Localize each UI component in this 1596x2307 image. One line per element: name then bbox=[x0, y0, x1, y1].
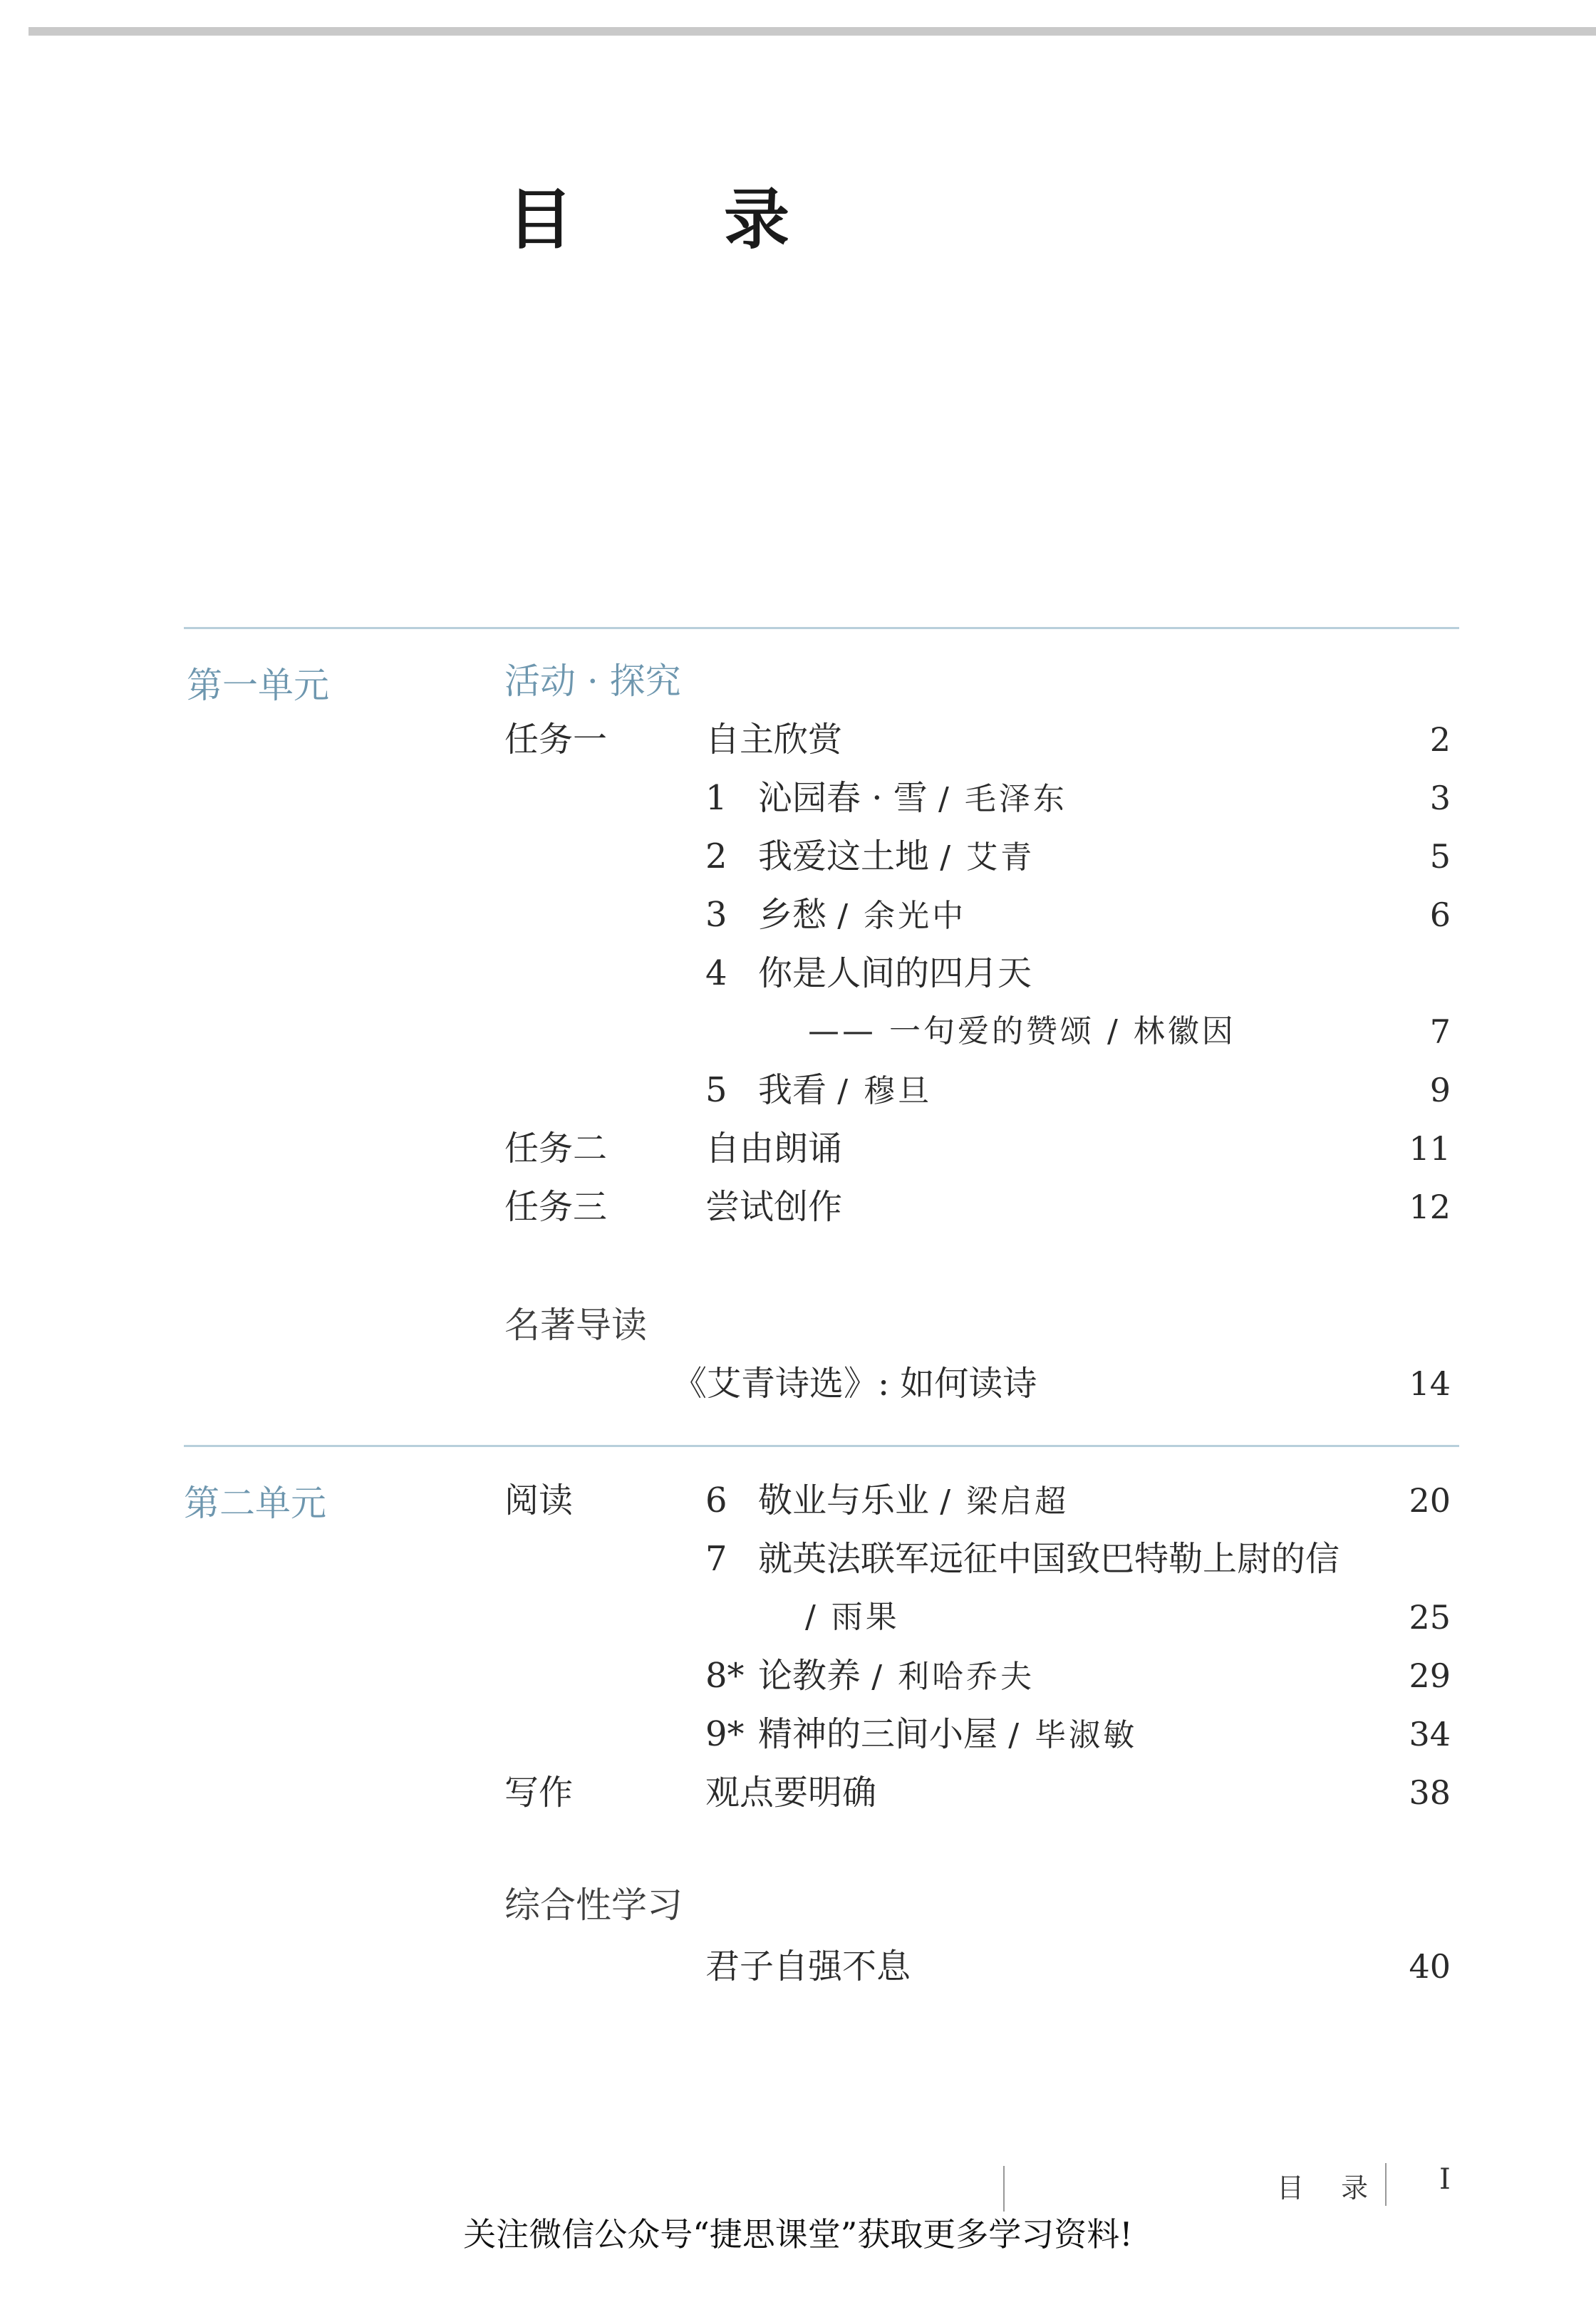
unit-label: 第一单元 bbox=[187, 665, 329, 706]
page-number: 20 bbox=[1409, 1481, 1451, 1520]
page-number: 5 bbox=[1429, 837, 1451, 876]
unit-divider bbox=[184, 627, 1459, 629]
study-title[interactable]: 君子自强不息 bbox=[705, 1946, 911, 1986]
lesson-index: 6 bbox=[705, 1481, 727, 1520]
lesson-title: 我爱这土地 bbox=[758, 836, 930, 876]
task-label[interactable]: 任务三 bbox=[504, 1187, 608, 1227]
lesson-entry[interactable] bbox=[758, 893, 966, 938]
lesson-entry[interactable] bbox=[758, 835, 1035, 879]
task-label[interactable]: 任务一 bbox=[504, 720, 608, 760]
lesson-title[interactable]: 你是人间的四月天 bbox=[758, 953, 1032, 993]
task-title[interactable]: 自主欣赏 bbox=[705, 720, 843, 760]
lesson-subtitle-author[interactable]: —— 一句爱的赞颂 / 林徽因 bbox=[808, 1013, 1236, 1049]
lesson-title[interactable]: 就英法联军远征中国致巴特勒上尉的信 bbox=[758, 1539, 1340, 1579]
page-number: 38 bbox=[1409, 1773, 1451, 1812]
page-number: 14 bbox=[1409, 1364, 1451, 1403]
page-number: 3 bbox=[1429, 779, 1451, 817]
page-number: 9 bbox=[1429, 1071, 1451, 1109]
page-number: 25 bbox=[1409, 1598, 1451, 1637]
lesson-index: 8* bbox=[705, 1656, 745, 1696]
lesson-author[interactable]: / 雨果 bbox=[805, 1599, 900, 1635]
lesson-title: 论教养 bbox=[758, 1656, 861, 1696]
lesson-author: / 艾青 bbox=[940, 839, 1035, 876]
lesson-author: / 毕淑敏 bbox=[1008, 1717, 1138, 1753]
lesson-author: / 毛泽东 bbox=[938, 781, 1067, 817]
footer-section-label: 目 录 bbox=[1277, 2172, 1383, 2204]
category-label: 写作 bbox=[504, 1773, 574, 1813]
lesson-title: 精神的三间小屋 bbox=[758, 1714, 998, 1754]
page-number: 11 bbox=[1409, 1129, 1451, 1168]
lesson-entry[interactable] bbox=[758, 1713, 1137, 1757]
lesson-author: / 余光中 bbox=[837, 898, 967, 934]
section-heading: 综合性学习 bbox=[504, 1885, 683, 1926]
lesson-index: 9* bbox=[705, 1714, 745, 1754]
reading-guide-title[interactable]: 《艾青诗选》: 如何读诗 bbox=[673, 1364, 1037, 1404]
category-label: 阅读 bbox=[504, 1481, 574, 1520]
task-title[interactable]: 尝试创作 bbox=[705, 1187, 843, 1227]
footer-separator bbox=[1385, 2163, 1387, 2206]
page-title: 目 录 bbox=[507, 181, 854, 258]
page-number: 7 bbox=[1429, 1012, 1451, 1051]
page-number: 6 bbox=[1429, 896, 1451, 934]
lesson-title: 我看 bbox=[758, 1070, 827, 1110]
page-number: 34 bbox=[1409, 1715, 1451, 1753]
page-number: 12 bbox=[1409, 1188, 1451, 1226]
lesson-author: / 穆旦 bbox=[837, 1073, 933, 1109]
lesson-entry[interactable] bbox=[758, 1069, 932, 1113]
page-number: 29 bbox=[1409, 1657, 1451, 1695]
task-label[interactable]: 任务二 bbox=[504, 1129, 608, 1168]
lesson-title: 乡愁 bbox=[758, 895, 827, 935]
lesson-index: 2 bbox=[705, 836, 727, 876]
lesson-index: 7 bbox=[705, 1539, 727, 1579]
lesson-author: / 梁启超 bbox=[940, 1483, 1069, 1520]
lesson-entry[interactable] bbox=[758, 1654, 1035, 1699]
promo-notice: 关注微信公众号“捷思课堂”获取更多学习资料! bbox=[463, 2215, 1133, 2254]
footer-gutter-line bbox=[1003, 2166, 1005, 2212]
section-heading: 名著导读 bbox=[504, 1305, 647, 1346]
unit-divider bbox=[184, 1445, 1459, 1447]
page-number: 2 bbox=[1429, 720, 1451, 759]
lesson-entry[interactable] bbox=[758, 777, 1067, 821]
lesson-title: 沁园春 · 雪 bbox=[758, 778, 928, 818]
lesson-index: 4 bbox=[705, 953, 727, 993]
lesson-index: 1 bbox=[705, 778, 727, 818]
task-title[interactable]: 自由朗诵 bbox=[705, 1129, 843, 1168]
lesson-title: 敬业与乐业 bbox=[758, 1481, 930, 1520]
page-number: 40 bbox=[1409, 1947, 1451, 1986]
page-top-edge bbox=[28, 27, 1596, 36]
lesson-author: / 利哈乔夫 bbox=[871, 1659, 1035, 1695]
lesson-index: 5 bbox=[705, 1070, 727, 1110]
unit-label: 第二单元 bbox=[184, 1483, 326, 1524]
lesson-entry[interactable] bbox=[758, 1479, 1069, 1523]
lesson-index: 3 bbox=[705, 895, 727, 935]
section-heading: 活动 · 探究 bbox=[504, 660, 681, 702]
writing-title[interactable]: 观点要明确 bbox=[705, 1773, 877, 1813]
footer-page-number: I bbox=[1439, 2163, 1451, 2196]
